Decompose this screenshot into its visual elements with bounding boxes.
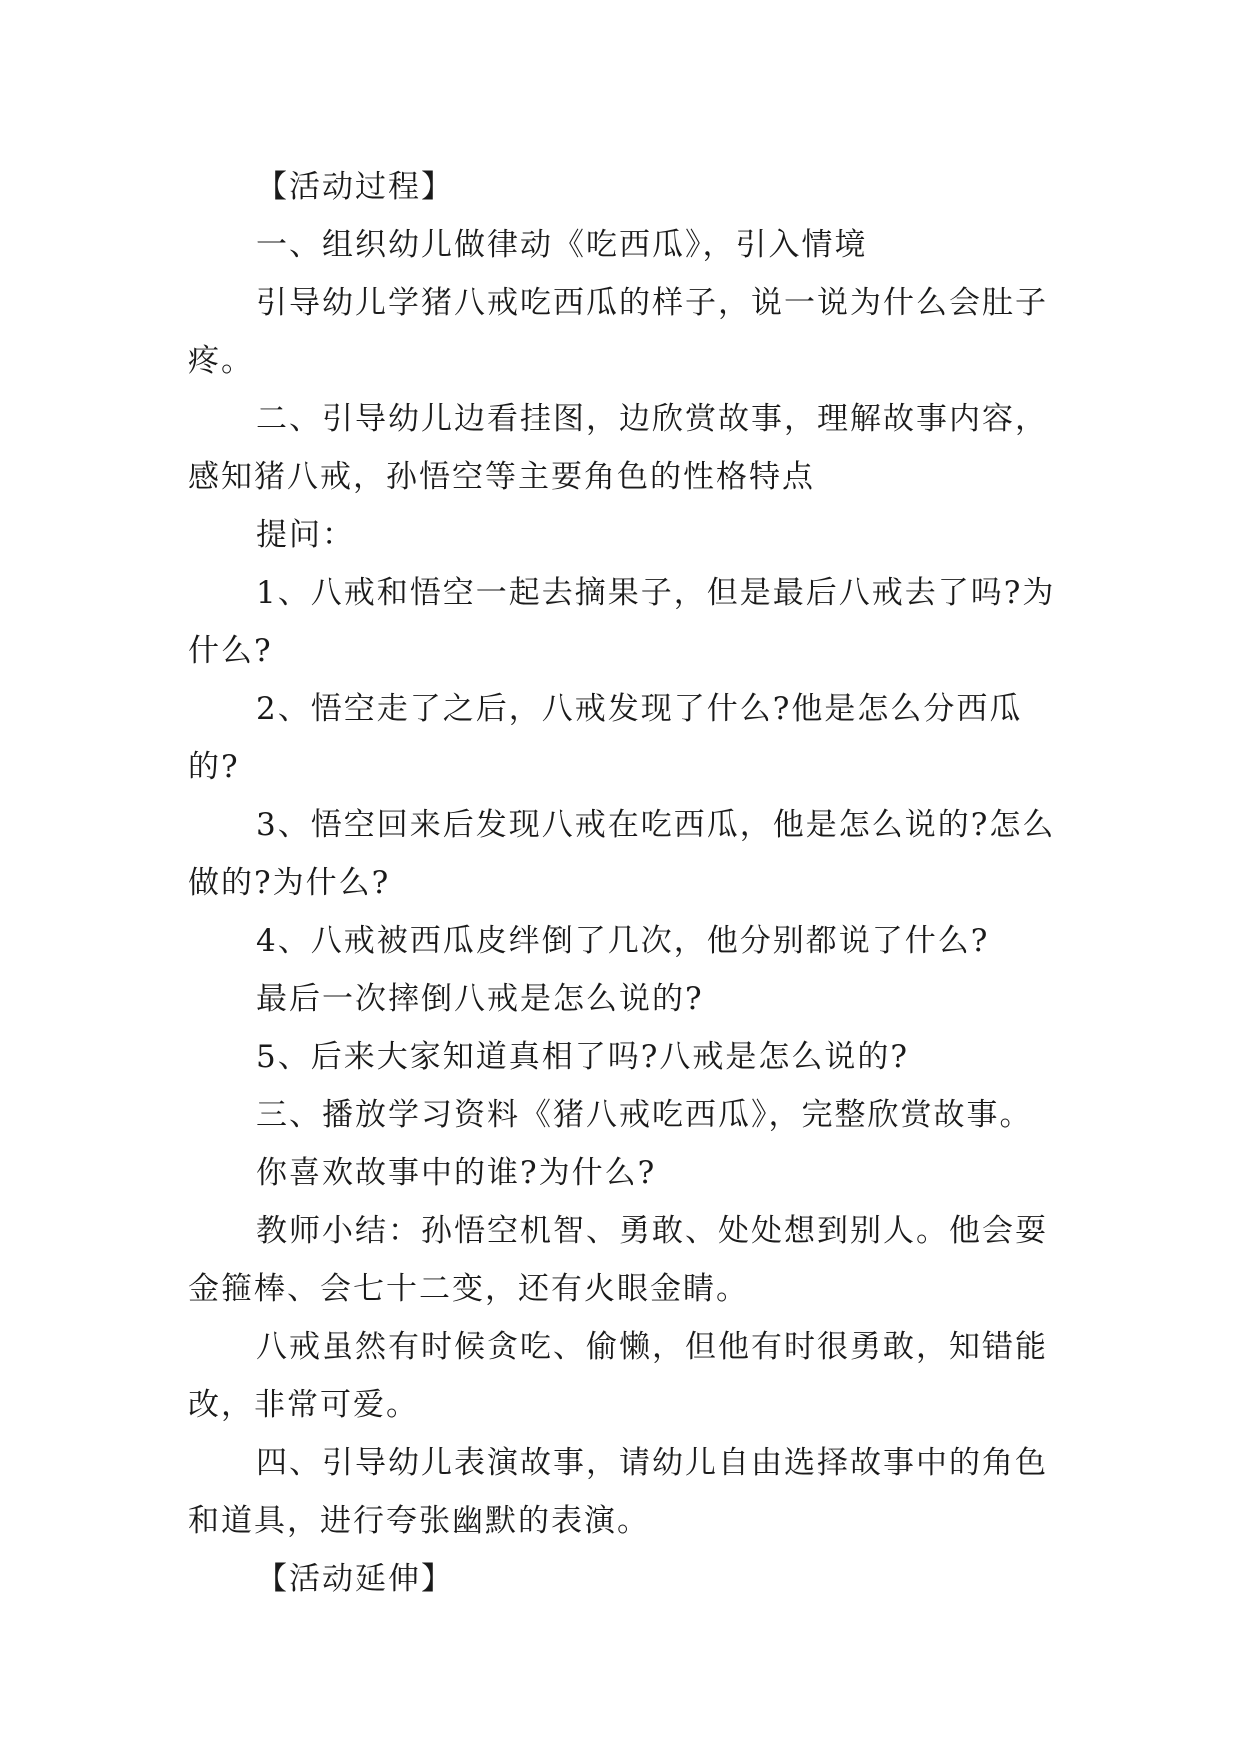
paragraph-step-four: 四、引导幼儿表演故事，请幼儿自由选择故事中的角色和道具，进行夸张幽默的表演。 [188,1445,1048,1539]
paragraph-step-one: 一、组织幼儿做律动《吃西瓜》，引入情境 [256,227,868,263]
paragraph-guide-imitate: 引导幼儿学猪八戒吃西瓜的样子，说一说为什么会肚子疼。 [188,285,1048,379]
section-heading-activity-process: 【活动过程】 [256,169,454,205]
question-item-1: 1、八戒和悟空一起去摘果子，但是最后八戒去了吗?为什么? [188,575,1056,669]
section-heading-activity-extension: 【活动延伸】 [256,1561,454,1597]
paragraph-step-two: 二、引导幼儿边看挂图，边欣赏故事，理解故事内容，感知猪八戒，孙悟空等主要角色的性格特点 [188,401,1048,495]
question-item-3: 3、悟空回来后发现八戒在吃西瓜，他是怎么说的?怎么做的?为什么? [188,807,1056,901]
paragraph-step-three: 三、播放学习资料《猪八戒吃西瓜》，完整欣赏故事。 [256,1097,1033,1133]
question-item-4-followup: 最后一次摔倒八戒是怎么说的? [256,981,704,1017]
paragraph-bajie-summary: 八戒虽然有时候贪吃、偷懒，但他有时很勇敢，知错能改，非常可爱。 [188,1329,1048,1423]
paragraph-questions-label: 提问： [256,517,355,553]
paragraph-teacher-summary: 教师小结：孙悟空机智、勇敢、处处想到别人。他会耍金箍棒、会七十二变，还有火眼金睛。 [188,1213,1048,1307]
question-item-5: 5、后来大家知道真相了吗?八戒是怎么说的? [256,1039,909,1075]
paragraph-favorite-question: 你喜欢故事中的谁?为什么? [256,1155,657,1191]
question-item-4: 4、八戒被西瓜皮绊倒了几次，他分别都说了什么? [256,923,990,959]
document-body [188,158,1063,1608]
question-item-2: 2、悟空走了之后，八戒发现了什么?他是怎么分西瓜的? [188,691,1023,785]
